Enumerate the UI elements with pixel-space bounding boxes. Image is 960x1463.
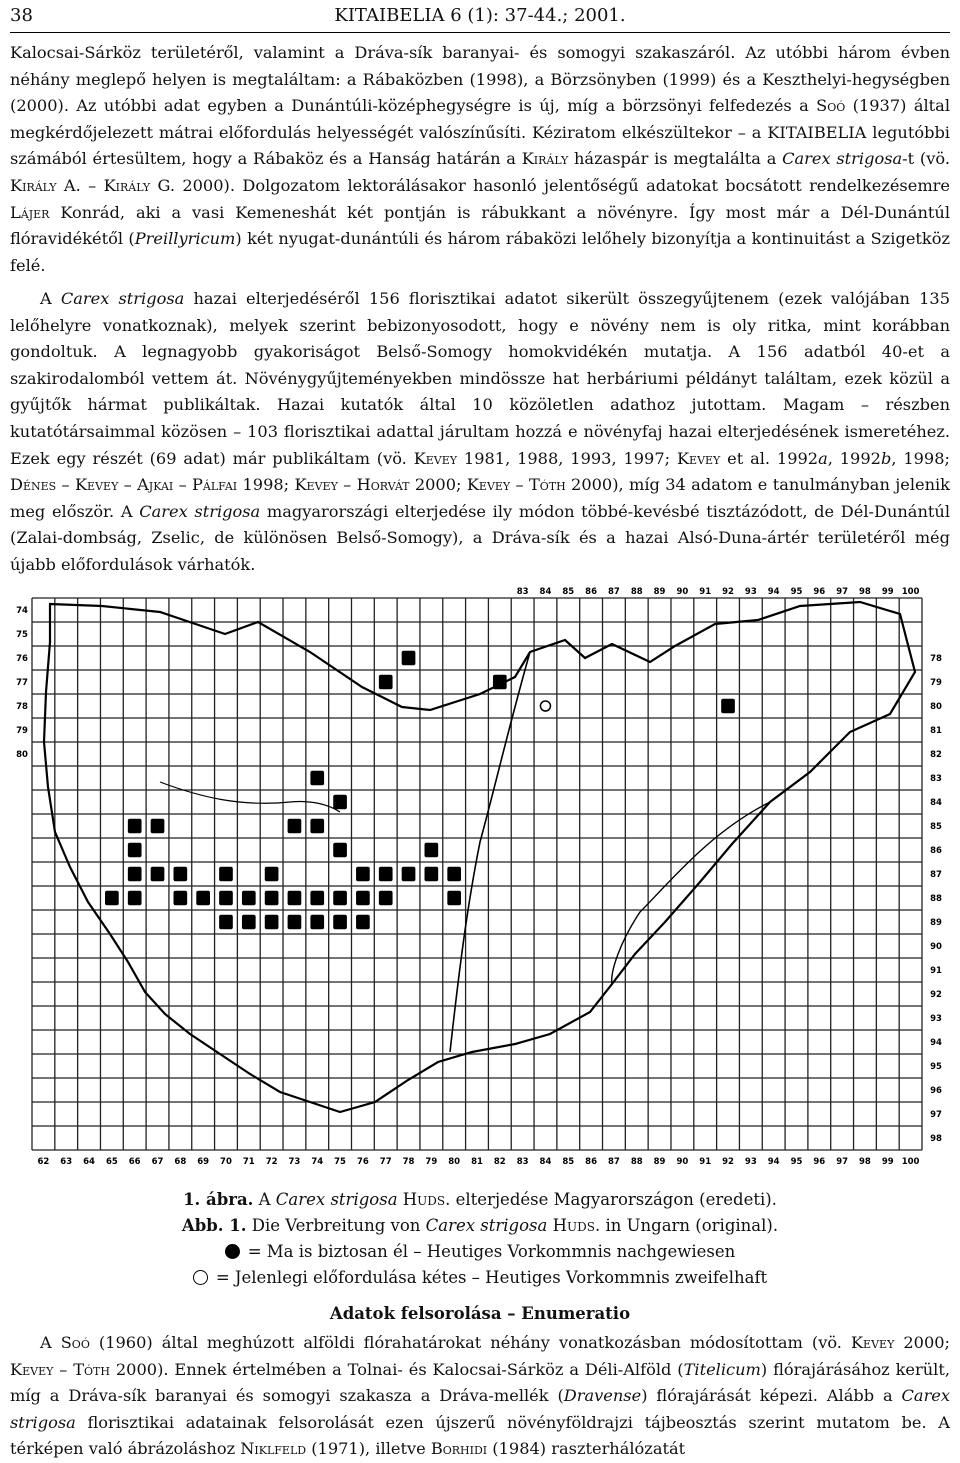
- author-name: Kevey: [413, 448, 458, 468]
- italic-term: Carex strigosa: [10, 1386, 951, 1432]
- grid-label-right: 91: [930, 966, 942, 976]
- author-name: Dénes: [10, 475, 57, 495]
- grid-label-bottom: 63: [60, 1157, 73, 1167]
- legend-present: [0, 1242, 960, 1261]
- author-name: Király: [521, 149, 569, 169]
- grid-label-bottom: 68: [174, 1157, 187, 1167]
- river-danube: [450, 652, 530, 1052]
- occurrence-present-dot: [219, 867, 233, 881]
- grid-label-right: 83: [930, 774, 942, 784]
- grid-label-bottom: 84: [539, 1157, 552, 1167]
- grid-label-top: 93: [744, 587, 757, 597]
- section-title: Adatok felsorolása – Enumeratio: [329, 1304, 631, 1323]
- grid-label-bottom: 77: [379, 1157, 392, 1167]
- grid-label-bottom: 97: [836, 1157, 849, 1167]
- occurrence-present-dot: [105, 891, 119, 905]
- occurrence-present-dot: [242, 891, 256, 905]
- grid-label-right: 79: [930, 678, 942, 688]
- italic-term: Carex strigosa: [139, 501, 261, 521]
- text-run: A: [40, 289, 61, 308]
- grid-label-bottom: 96: [813, 1157, 826, 1167]
- author-name: Soó: [816, 96, 846, 116]
- author-name: Lájer: [10, 202, 50, 222]
- text-run: -t (vö.: [902, 149, 950, 169]
- legend-absent-text: = Jelenlegi előfordulása kétes – Heutiges Vorkommnis zweifelhaft: [215, 1268, 768, 1287]
- occurrence-present-dot: [310, 771, 324, 785]
- grid-label-right: 86: [930, 846, 942, 856]
- paragraph-enumeration: [10, 1330, 950, 1463]
- occurrence-doubtful-dot: [540, 701, 550, 711]
- grid-label-bottom: 90: [676, 1157, 689, 1167]
- italic-term: Preillyricum: [134, 229, 236, 249]
- text-run: (1984) raszterhálózatát: [487, 1439, 686, 1459]
- occurrence-present-dot: [356, 915, 370, 929]
- text-run: G. 2000). Dolgozatom lektorálásakor hasonló jelentőségű adatokat bocsátott rendelkezésemre: [150, 175, 950, 195]
- grid-label-left: 77: [16, 678, 28, 688]
- grid-label-right: 87: [930, 870, 942, 880]
- author-name: Király: [10, 175, 57, 195]
- occurrence-present-dot: [151, 867, 165, 881]
- occurrence-present-dot: [288, 915, 302, 929]
- grid-label-top: 100: [901, 587, 920, 597]
- grid-label-right: 78: [930, 654, 942, 664]
- occurrence-present-dot: [333, 891, 347, 905]
- grid-label-right: 97: [930, 1110, 942, 1120]
- occurrence-present-dot: [333, 843, 347, 857]
- grid-label-top: 96: [813, 587, 826, 597]
- italic-term: a: [818, 448, 828, 468]
- occurrence-present-dot: [151, 819, 165, 833]
- author-name: Pálfai: [192, 475, 238, 495]
- occurrence-present-dot: [310, 819, 324, 833]
- occurrence-present-dot: [356, 891, 370, 905]
- text-run: florisztikai adatainak felsorolását ezen újszerű növényföldrajzi tájbeosztás szerint mutatom be. A térképen való ábrázoláshoz: [10, 1412, 950, 1459]
- text-run: Kalocsai-Sárköz területéről, valamint a Dráva-sík baranyai- és somogyi szakaszáról. Az utóbbi három évben néhány meglepő helyen is megtaláltam: a Rábaközben (1998), a Börzsönyben (1999) és a Keszthelyi-hegységben (2000). Az utóbbi adat egyben a Dunántúli-középhegységre is új, míg a börzsönyi felfedezés a: [10, 43, 950, 116]
- occurrence-present-dot: [288, 891, 302, 905]
- lake-balaton: [160, 782, 340, 812]
- grid-label-top: 89: [653, 587, 666, 597]
- paragraph-continuation: [10, 40, 950, 279]
- grid-label-left: 75: [16, 630, 28, 640]
- occurrence-present-dot: [128, 867, 142, 881]
- text-run: –: [118, 475, 138, 495]
- grid-label-bottom: 99: [881, 1157, 894, 1167]
- occurrence-present-dot: [173, 867, 187, 881]
- grid-label-top: 95: [790, 587, 803, 597]
- text-run: –: [56, 475, 75, 495]
- occurrence-present-dot: [493, 675, 507, 689]
- occurrence-present-dot: [310, 891, 324, 905]
- author-name: Kevey: [10, 1359, 54, 1379]
- grid-label-right: 90: [930, 942, 942, 952]
- grid-label-bottom: 78: [402, 1157, 415, 1167]
- text-run: (1960) által meghúzott alföldi flórahatárokat néhány vonatkozásban módosítottam (vö.: [89, 1333, 851, 1352]
- journal-citation: KITAIBELIA 6 (1): 37-44.; 2001.: [334, 5, 626, 26]
- text-run: 2000). Ennek értelmében a Tolnai- és Kalocsai-Sárköz a Déli-Alföld (: [109, 1359, 684, 1379]
- text-run: 2000), míg 34 adatom e tanulmányban jelenik meg először. A: [10, 475, 950, 521]
- grid-label-bottom: 76: [356, 1157, 369, 1167]
- occurrence-present-dot: [242, 915, 256, 929]
- country-border: [44, 602, 915, 1112]
- text-run: 2000;: [409, 475, 467, 495]
- text-run: ) két nyugat-dunántúli és három rábaközi lelőhely bizonyítja a kontinuitást a Szigetköz felé.: [10, 229, 950, 275]
- author-name: Tóth: [528, 475, 566, 495]
- grid-label-bottom: 81: [471, 1157, 483, 1167]
- grid-label-top: 91: [699, 587, 712, 597]
- grid-label-bottom: 62: [37, 1157, 50, 1167]
- occurrence-present-dot: [379, 675, 393, 689]
- author-name: Kevey: [676, 448, 721, 468]
- grid-label-bottom: 69: [197, 1157, 210, 1167]
- caption-label-hu: 1. ábra.: [183, 1190, 254, 1209]
- occurrence-present-dot: [333, 795, 347, 809]
- text-run: házaspár is megtalálta a: [568, 149, 783, 169]
- grid-label-right: 85: [930, 822, 942, 832]
- open-circle-icon: [193, 1270, 208, 1285]
- occurrence-present-dot: [379, 867, 393, 881]
- occurrence-present-dot: [128, 819, 142, 833]
- grid-label-bottom: 64: [83, 1157, 95, 1167]
- grid-label-top: 98: [859, 587, 871, 597]
- grid-label-right: 92: [930, 990, 942, 1000]
- grid-label-left: 74: [16, 606, 28, 616]
- grid-label-bottom: 98: [859, 1157, 871, 1167]
- text-run: magyarországi elterjedése ily módon többé-kevésbé tisztázódott, de Dél-Dunántúl (Zalai-dombság, Zselic, de különösen Belső-Somogy), a Dráva-sík és a hazai Alsó-Duna-ártér területéről még újabb előfordulások várhatók.: [10, 501, 950, 574]
- grid-label-bottom: 67: [151, 1157, 164, 1167]
- italic-term: Titelicum: [683, 1359, 761, 1379]
- occurrence-present-dot: [379, 891, 393, 905]
- caption-label-de: Abb. 1.: [181, 1216, 247, 1235]
- occurrence-present-dot: [265, 867, 279, 881]
- grid-label-bottom: 83: [516, 1157, 529, 1167]
- italic-term: Carex strigosa: [60, 289, 185, 308]
- text-run: hazai elterjedéséről 156 florisztikai adatot sikerült összegyűjtenem (ezek valójában 135 lelőhelyre vonatkoznak), melyek szerint bebizonyosodott, hogy e növény nem is oly ritka, mint korábban gondoltuk. A legnagyobb gyakoriságot Belső-Somogy homokvidékén mutatja. A 156 adatból 40-et a szakirodalomból vettem át. Növénygyűjteményekben mindössze hat herbáriumi példányt találtam, ezek közül a gyűjtők hármat publikáltak. Hazai kutatók által 10 közöletlen adathoz jutottam. Magam – részben kutatótársaimmal közösen – 103 florisztikai adattal járultam hozzá e növényfaj hazai elterjedésének ismeretéhez. Ezek egy részét (69 adat) már publikáltam (vö.: [10, 289, 950, 468]
- author-name: Borhidi: [430, 1439, 488, 1459]
- grid-label-bottom: 91: [699, 1157, 712, 1167]
- grid-label-right: 93: [930, 1014, 942, 1024]
- grid-label-bottom: 75: [334, 1157, 346, 1167]
- figure-caption-de: Abb. 1. Die Verbreitung von Carex strigosa Huds. in Ungarn (original).: [181, 1216, 779, 1235]
- text-run: 1998;: [237, 475, 295, 495]
- occurrence-present-dot: [173, 891, 187, 905]
- occurrence-present-dot: [288, 819, 302, 833]
- text-run: , 1992: [827, 448, 881, 468]
- grid-label-bottom: 86: [585, 1157, 598, 1167]
- grid-label-left: 80: [16, 750, 28, 760]
- grid-label-right: 82: [930, 750, 942, 760]
- grid-label-right: 88: [930, 894, 942, 904]
- grid-label-bottom: 100: [901, 1157, 920, 1167]
- grid-label-bottom: 93: [744, 1157, 757, 1167]
- grid-label-top: 83: [516, 587, 529, 597]
- grid-label-bottom: 89: [653, 1157, 666, 1167]
- italic-term: Carex strigosa: [782, 149, 903, 169]
- grid-label-top: 99: [881, 587, 894, 597]
- grid-label-right: 96: [930, 1086, 942, 1096]
- grid-label-bottom: 66: [128, 1157, 141, 1167]
- author-name: Horvát: [356, 475, 410, 495]
- occurrence-present-dot: [425, 867, 439, 881]
- text-run: –: [53, 1359, 74, 1379]
- text-run: –: [337, 475, 357, 495]
- text-run: –: [173, 475, 193, 495]
- occurrence-present-dot: [219, 891, 233, 905]
- grid-label-right: 84: [930, 798, 942, 808]
- author-name: Kevey: [466, 475, 511, 495]
- occurrence-present-dot: [447, 891, 461, 905]
- grid-label-bottom: 95: [790, 1157, 803, 1167]
- text-run: –: [510, 475, 529, 495]
- grid-label-bottom: 88: [630, 1157, 643, 1167]
- author-name: Ajkai: [137, 475, 174, 495]
- grid-label-bottom: 71: [242, 1157, 255, 1167]
- distribution-map: [10, 582, 950, 1172]
- author-name: Soó: [60, 1333, 90, 1352]
- grid-label-bottom: 80: [448, 1157, 461, 1167]
- occurrence-present-dot: [402, 867, 416, 881]
- grid-label-bottom: 82: [493, 1157, 506, 1167]
- occurrence-present-dot: [333, 915, 347, 929]
- occurrence-present-dot: [265, 891, 279, 905]
- grid-label-right: 95: [930, 1062, 942, 1072]
- author-name: Király: [103, 175, 151, 195]
- figure-caption-hu: 1. ábra. A Carex strigosa Huds. elterjedése Magyarországon (eredeti).: [183, 1190, 777, 1209]
- grid-label-right: 81: [930, 726, 942, 736]
- grid-label-top: 90: [676, 587, 689, 597]
- grid-label-bottom: 73: [288, 1157, 301, 1167]
- grid-label-top: 84: [539, 587, 552, 597]
- text-run: (1937) által megkérdőjelezett mátrai előfordulás helyességét valószínűsíti. Kéziratom elkészültekor – a KITAIBELIA legutóbbi számából értesültem, hogy a Rábaköz és a Hanság határán a: [10, 96, 950, 169]
- grid-label-bottom: 94: [767, 1157, 780, 1167]
- occurrence-present-dot: [128, 891, 142, 905]
- author-name: Kevey: [294, 475, 338, 495]
- caption-species-de: Carex strigosa: [425, 1216, 548, 1235]
- filled-circle-icon: [225, 1244, 240, 1259]
- text-run: A: [40, 1333, 61, 1352]
- grid-label-top: 87: [608, 587, 620, 597]
- text-run: 2000;: [894, 1333, 950, 1352]
- grid-label-left: 79: [16, 726, 28, 736]
- occurrence-present-dot: [447, 867, 461, 881]
- grid-label-left: 76: [16, 654, 28, 664]
- grid-label-bottom: 79: [425, 1157, 438, 1167]
- grid-label-left: 78: [16, 702, 28, 712]
- grid-label-bottom: 85: [562, 1157, 575, 1167]
- occurrence-present-dot: [196, 891, 210, 905]
- legend-present-text: = Ma is biztosan él – Heutiges Vorkommnis nachgewiesen: [247, 1242, 736, 1261]
- text-run: A. –: [56, 175, 104, 195]
- grid-label-top: 97: [836, 587, 849, 597]
- occurrence-present-dot: [265, 915, 279, 929]
- text-run: ) flórajárását képezi. Alább a: [641, 1386, 902, 1406]
- author-name: Kevey: [850, 1333, 895, 1352]
- grid-label-bottom: 70: [220, 1157, 232, 1167]
- author-name: Kevey: [74, 475, 119, 495]
- text-run: , 1998;: [891, 448, 950, 468]
- grid-label-bottom: 87: [608, 1157, 620, 1167]
- italic-term: Dravense: [563, 1386, 642, 1406]
- grid-label-top: 92: [722, 587, 734, 597]
- grid-label-top: 86: [585, 587, 598, 597]
- grid-label-bottom: 72: [265, 1157, 278, 1167]
- grid-label-bottom: 92: [722, 1157, 734, 1167]
- caption-species-hu: Carex strigosa: [275, 1190, 398, 1209]
- grid-label-top: 88: [630, 587, 643, 597]
- author-name: Niklfeld: [240, 1439, 307, 1459]
- grid-label-right: 98: [930, 1134, 942, 1144]
- grid-label-right: 80: [930, 702, 942, 712]
- text-run: (1971), illetve: [306, 1439, 431, 1459]
- author-name: Tóth: [73, 1359, 110, 1379]
- text-run: et al. 1992: [720, 448, 819, 468]
- grid-label-top: 85: [562, 587, 575, 597]
- occurrence-present-dot: [356, 867, 370, 881]
- text-run: ) flórajárásához került, míg a Dráva-sík baranyai és somogyi szakasza a Dráva-mellék (: [10, 1359, 950, 1406]
- legend-absent: [0, 1268, 960, 1287]
- occurrence-present-dot: [128, 843, 142, 857]
- grid-label-right: 94: [930, 1038, 942, 1048]
- occurrence-present-dot: [219, 915, 233, 929]
- occurrence-present-dot: [721, 699, 735, 713]
- occurrence-present-dot: [425, 843, 439, 857]
- occurrence-present-dot: [310, 915, 324, 929]
- text-run: 1981, 1988, 1993, 1997;: [457, 448, 677, 468]
- paragraph-distribution: [10, 286, 950, 579]
- grid-label-top: 94: [767, 587, 780, 597]
- italic-term: b: [880, 448, 892, 468]
- text-run: Konrád, aki a vasi Kemeneshát két pontján is rábukkant a növényre. Így most már a Dél-Dunántúl flóravidékétől (: [10, 202, 950, 249]
- grid-label-right: 89: [930, 918, 942, 928]
- grid-label-bottom: 65: [105, 1157, 118, 1167]
- grid-label-bottom: 74: [311, 1157, 324, 1167]
- running-header: [10, 4, 950, 33]
- occurrence-present-dot: [402, 651, 416, 665]
- page-number: 38: [10, 5, 33, 26]
